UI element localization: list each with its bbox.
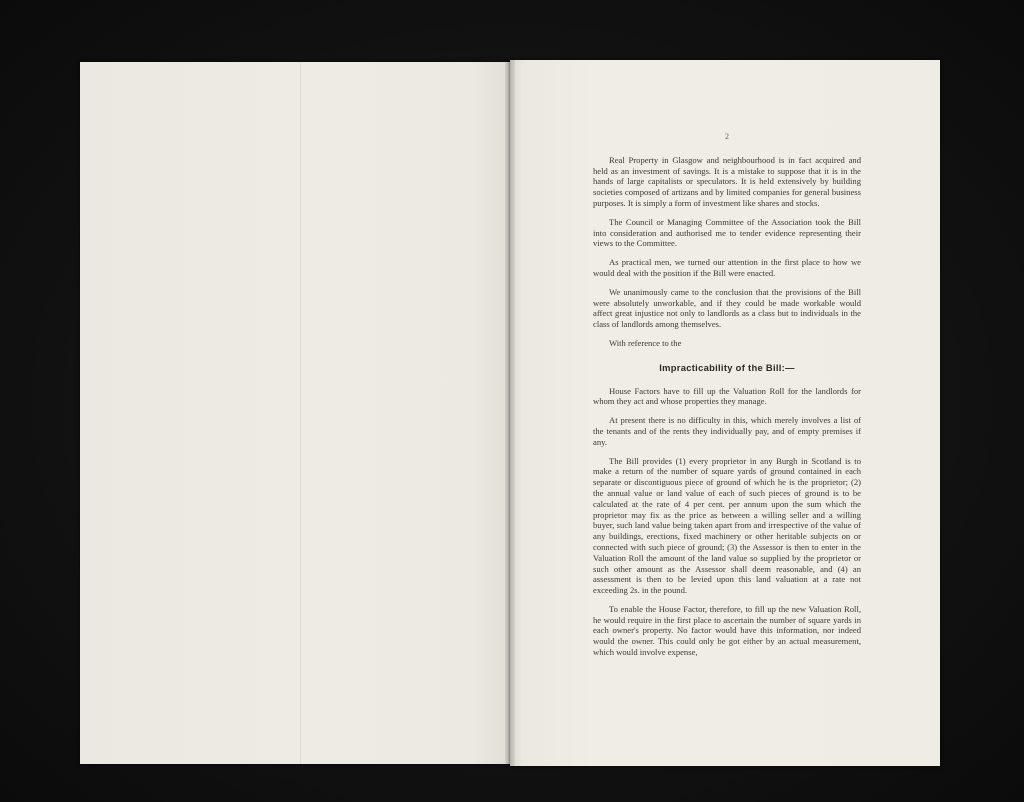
paragraph: To enable the House Factor, therefore, to fill up the new Valuation Roll, he would require in the first place to ascertain the number of square yards in each owner's property. No factor would have this information, nor indeed would the owner. This could only be got either by an actual measurement, which would involve expense, bbox=[593, 603, 861, 658]
paragraph: We unanimously came to the conclusion that the provisions of the Bill were absolutely unworkable, and if they could be made workable would affect great injustice not only to landlords as a class but to individuals in the class of landlords among themselves. bbox=[593, 286, 861, 330]
fold-crease bbox=[300, 62, 301, 764]
page-text bbox=[593, 132, 861, 666]
paragraph: The Bill provides (1) every proprietor in any Burgh in Scotland is to make a return of the number of square yards of ground contained in each separate or discontiguous piece of ground of which he is the proprietor; (2) the annual value or land value of each of such pieces of ground is to be calculated at the rate of 4 per cent. per annum upon the sum which the proprietor may fix as the price as between a willing seller and a willing buyer, such land value being taken apart from and irrespective of the value of any buildings, erections, fixed machinery or other heritable subjects on or connected with such piece of ground; (3) the Assessor is then to enter in the Valuation Roll the amount of the land value so supplied by the proprietor or such other amount as the Assessor shall deem reasonable, and (4) an assessment is then to be levied upon this land valuation at a rate not exceeding 2s. in the pound. bbox=[593, 455, 861, 596]
paragraph: At present there is no difficulty in this, which merely involves a list of the tenants and of the rents they individually pay, and of empty premises if any. bbox=[593, 415, 861, 447]
paragraph: The Council or Managing Committee of the Association took the Bill into consideration and authorised me to tender evidence representing their views to the Committee. bbox=[593, 216, 861, 249]
paragraph: With reference to the bbox=[609, 337, 682, 348]
paragraph: House Factors have to fill up the Valuation Roll for the landlords for whom they act and whose properties they manage. bbox=[593, 385, 861, 407]
paragraph: Real Property in Glasgow and neighbourhood is in fact acquired and held as an investment of savings. It is a mistake to suppose that it is in the hands of large capitalists or speculators. It is held extensively by building societies composed of artizans and by limited companies for general business purposes. It is simply a form of investment like shares and stocks. bbox=[593, 154, 861, 208]
page-number: 2 bbox=[725, 132, 729, 141]
section-heading: Impracticability of the Bill:— bbox=[659, 361, 795, 373]
paragraph: As practical men, we turned our attention in the first place to how we would deal with the position if the Bill were enacted. bbox=[593, 257, 861, 278]
book-gutter bbox=[505, 60, 515, 766]
left-page-blank bbox=[80, 62, 512, 764]
